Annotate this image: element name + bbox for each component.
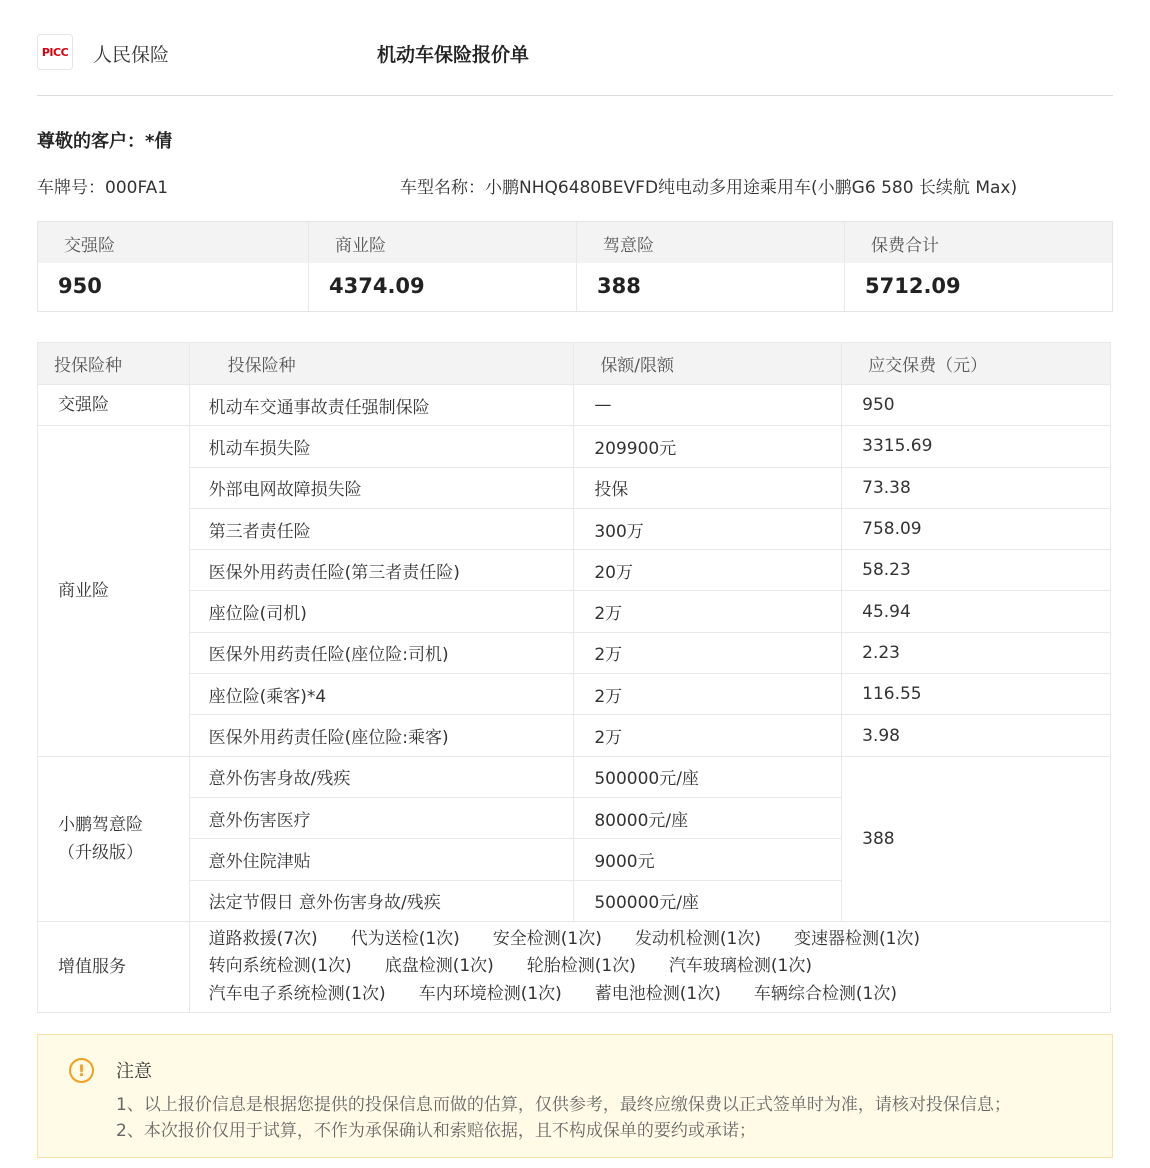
coverage-fee: 2.23 — [842, 632, 1111, 673]
coverage-name: 医保外用药责任险(座位险:司机) — [189, 632, 574, 673]
category-cell: 增值服务 — [38, 921, 190, 1013]
services-cell — [189, 921, 1110, 1013]
column-header: 应交保费（元） — [842, 343, 1111, 385]
coverage-name: 法定节假日 意外伤害身故/残疾 — [189, 880, 574, 921]
column-header: 投保险种 — [38, 343, 190, 385]
vehicle-model: 车型名称：小鹏NHQ6480BEVFD纯电动多用途乘用车(小鹏G6 580 长续航 Max) — [400, 178, 1018, 198]
column-header: 保额/限额 — [574, 343, 842, 385]
table-row — [38, 385, 1111, 426]
coverage-amount: 80000元/座 — [574, 797, 842, 838]
page-title: 机动车保险报价单 — [377, 44, 530, 66]
table-row — [38, 756, 1111, 797]
coverage-name: 座位险(乘客)*4 — [189, 674, 574, 715]
coverage-amount: 500000元/座 — [574, 880, 842, 921]
category-cell: 交强险 — [38, 385, 190, 426]
coverage-amount: 9000元 — [574, 839, 842, 880]
table-row — [38, 426, 1111, 467]
company-name: 人民保险 — [93, 44, 170, 66]
coverage-fee: 950 — [842, 385, 1111, 426]
coverage-amount: 投保 — [574, 467, 842, 508]
notice-line: 2、本次报价仅用于试算，不作为承保确认和索赔依据，且不构成保单的要约或承诺； — [116, 1121, 756, 1141]
coverage-fee: 758.09 — [842, 508, 1111, 549]
table-row — [38, 632, 1111, 673]
notice-title: 注意 — [116, 1061, 152, 1082]
coverage-amount: — — [574, 385, 842, 426]
coverage-fee: 73.38 — [842, 467, 1111, 508]
table-row — [38, 508, 1111, 549]
picc-logo: PICC — [37, 34, 73, 70]
coverage-fee: 388 — [842, 756, 1111, 921]
table-header-row — [38, 343, 1111, 385]
coverage-fee: 3.98 — [842, 715, 1111, 756]
coverage-amount: 300万 — [574, 508, 842, 549]
table-row — [38, 674, 1111, 715]
coverage-table — [37, 342, 1111, 1013]
summary-accident: 驾意险 388 — [577, 222, 845, 311]
coverage-amount: 20万 — [574, 550, 842, 591]
notice-box — [37, 1034, 1113, 1158]
license-plate: 车牌号：000FA1 — [37, 178, 169, 198]
category-cell: 商业险 — [38, 426, 190, 756]
category-cell: 小鹏驾意险 （升级版） — [38, 756, 190, 921]
notice-line: 1、以上报价信息是根据您提供的投保信息而做的估算，仅供参考，最终应缴保费以正式签单时为准，请核对投保信息； — [116, 1095, 1011, 1115]
coverage-name: 外部电网故障损失险 — [189, 467, 574, 508]
coverage-name: 机动车交通事故责任强制保险 — [189, 385, 574, 426]
exclamation-icon: ! — [69, 1058, 94, 1083]
coverage-amount: 2万 — [574, 674, 842, 715]
page-header — [37, 34, 1113, 96]
table-row — [38, 550, 1111, 591]
summary-total: 保费合计 5712.09 — [845, 222, 1112, 311]
services-line: 转向系统检测(1次) 底盘检测(1次) 轮胎检测(1次) 汽车玻璃检测(1次) — [208, 956, 812, 977]
coverage-amount: 2万 — [574, 715, 842, 756]
coverage-name: 意外住院津贴 — [189, 839, 574, 880]
coverage-amount: 209900元 — [574, 426, 842, 467]
summary-commercial: 商业险 4374.09 — [309, 222, 577, 311]
coverage-name: 意外伤害医疗 — [189, 797, 574, 838]
coverage-amount: 2万 — [574, 591, 842, 632]
customer-greeting: 尊敬的客户：*倩 — [37, 131, 173, 152]
summary-jqx: 交强险 950 — [38, 222, 309, 311]
coverage-fee: 45.94 — [842, 591, 1111, 632]
coverage-name: 第三者责任险 — [189, 508, 574, 549]
coverage-name: 医保外用药责任险(第三者责任险) — [189, 550, 574, 591]
table-row — [38, 467, 1111, 508]
coverage-fee: 3315.69 — [842, 426, 1111, 467]
table-row — [38, 591, 1111, 632]
table-row — [38, 715, 1111, 756]
coverage-name: 座位险(司机) — [189, 591, 574, 632]
services-line: 汽车电子系统检测(1次) 车内环境检测(1次) 蓄电池检测(1次) 车辆综合检测(1次) — [208, 983, 897, 1004]
coverage-name: 机动车损失险 — [189, 426, 574, 467]
coverage-amount: 500000元/座 — [574, 756, 842, 797]
column-header: 投保险种 — [189, 343, 574, 385]
premium-summary — [37, 221, 1113, 312]
coverage-name: 医保外用药责任险(座位险:乘客) — [189, 715, 574, 756]
coverage-amount: 2万 — [574, 632, 842, 673]
coverage-name: 意外伤害身故/残疾 — [189, 756, 574, 797]
table-row — [38, 921, 1111, 1013]
coverage-fee: 116.55 — [842, 674, 1111, 715]
services-line: 道路救援(7次) 代为送检(1次) 安全检测(1次) 发动机检测(1次) 变速器检测(1次) — [208, 928, 921, 949]
coverage-fee: 58.23 — [842, 550, 1111, 591]
